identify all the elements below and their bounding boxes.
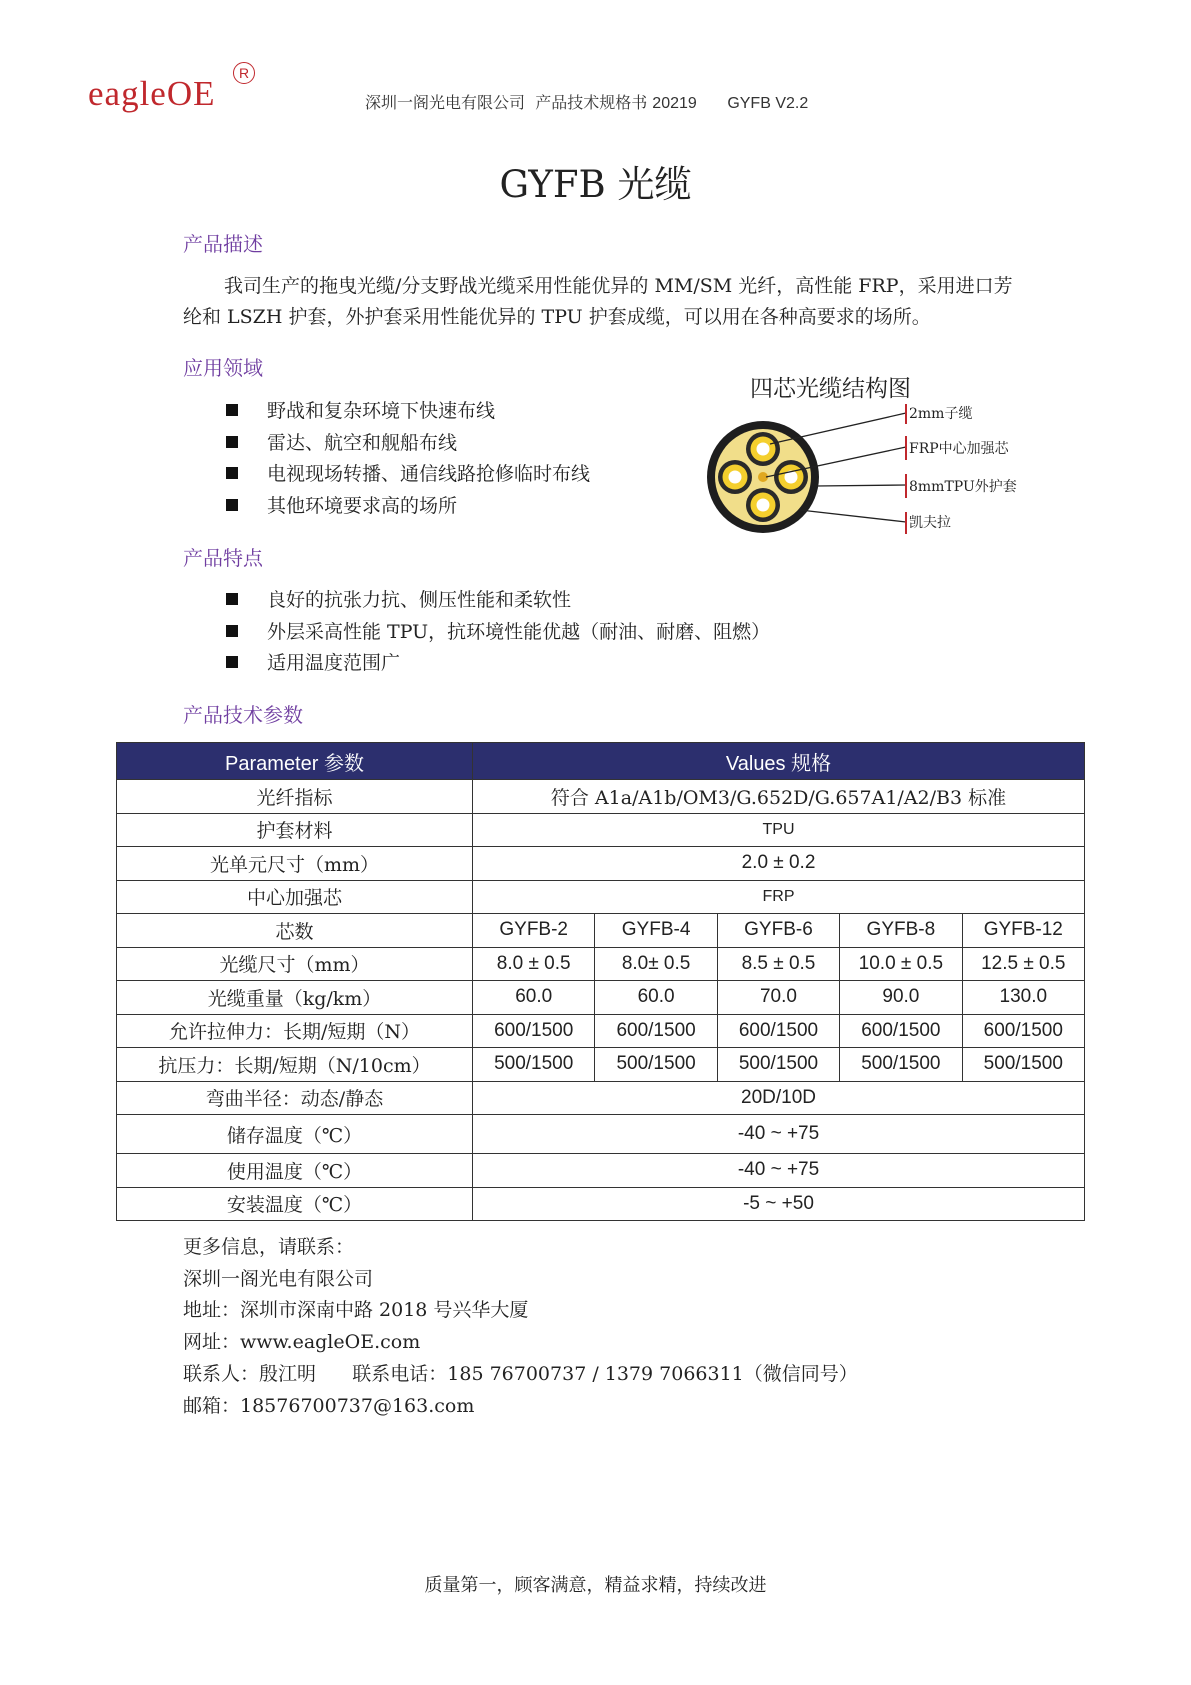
features-list <box>226 585 770 680</box>
diagram-label: 8mmTPU外护套 <box>909 479 1017 495</box>
bullet-square-icon <box>226 436 238 448</box>
row-label: 弯曲半径：动态/静态 <box>117 1081 473 1115</box>
cell: 8.5 ± 0.5 <box>717 947 839 981</box>
list-item-text: 雷达、航空和舰船布线 <box>267 431 458 454</box>
cell: GYFB-12 <box>962 914 1084 948</box>
cell: 500/1500 <box>595 1048 717 1082</box>
company-logo: eagleOE <box>88 74 216 113</box>
cell: 12.5 ± 0.5 <box>962 947 1084 981</box>
list-item <box>226 648 770 680</box>
list-item <box>226 428 590 460</box>
list-item-text: 其他环境要求高的场所 <box>267 494 458 517</box>
bullet-square-icon <box>226 467 238 479</box>
list-item <box>226 617 770 649</box>
section-heading-features: 产品特点 <box>183 548 263 570</box>
cell: 600/1500 <box>473 1014 595 1048</box>
contact-website[interactable]: 网址：www.eagleOE.com <box>183 1331 421 1354</box>
row-label: 光单元尺寸（mm） <box>117 847 473 881</box>
registered-mark: R <box>233 62 255 84</box>
cell: 70.0 <box>717 981 839 1015</box>
cell: 8.0 ± 0.5 <box>473 947 595 981</box>
header-version: GYFB V2.2 <box>727 95 809 112</box>
diagram-label: 凯夫拉 <box>909 515 951 531</box>
page-footer: 质量第一，顾客满意，精益求精，持续改进 <box>424 1575 767 1596</box>
cell: 90.0 <box>840 981 962 1015</box>
header-values: Values 规格 <box>473 743 1085 780</box>
cell: 600/1500 <box>595 1014 717 1048</box>
list-item-text: 电视现场转播、通信线路抢修临时布线 <box>267 463 591 485</box>
contact-email[interactable]: 邮箱：18576700737@163.com <box>183 1394 475 1417</box>
row-label: 中心加强芯 <box>117 880 473 914</box>
table-row <box>117 981 1085 1015</box>
cell: 130.0 <box>962 981 1084 1015</box>
row-label: 允许拉伸力：长期/短期（N） <box>117 1014 473 1048</box>
table-header-row <box>117 743 1085 780</box>
table-row <box>117 813 1085 847</box>
list-item-text: 适用温度范围广 <box>267 652 401 674</box>
table-row <box>117 1014 1085 1048</box>
section-heading-parameters: 产品技术参数 <box>183 705 303 727</box>
bullet-square-icon <box>226 625 238 637</box>
list-item-text: 外层采高性能 TPU，抗环境性能优越（耐油、耐磨、阻燃） <box>267 620 771 643</box>
contact-block <box>183 1232 858 1422</box>
section-heading-applications: 应用领域 <box>183 358 263 380</box>
cell: 600/1500 <box>717 1014 839 1048</box>
list-item-text: 野战和复杂环境下快速布线 <box>267 400 496 422</box>
list-item <box>226 396 590 428</box>
table-row <box>117 1048 1085 1082</box>
row-value: -40 ~ +75 <box>473 1115 1085 1154</box>
cell: 60.0 <box>595 981 717 1015</box>
row-value: 2.0 ± 0.2 <box>473 847 1085 881</box>
cell: 600/1500 <box>840 1014 962 1048</box>
description-text: 我司生产的拖曳光缆/分支野战光缆采用性能优异的 MM/SM 光纤，高性能 FRP，采用进口芳纶和 LSZH 护套，外护套采用性能优异的 TPU 护套成缆，可以用在各种高要求的场所。 <box>183 275 1013 328</box>
contact-phone: 联系电话：185 76700737 / 1379 7066311（微信同号） <box>352 1362 858 1385</box>
header-doc-number: 20219 <box>652 95 697 112</box>
table-row <box>117 914 1085 948</box>
header-company: 深圳一阁光电有限公司 <box>365 95 526 112</box>
row-value: -5 ~ +50 <box>473 1187 1085 1221</box>
bullet-square-icon <box>226 593 238 605</box>
table-row <box>117 847 1085 881</box>
row-value: 符合 A1a/A1b/OM3/G.652D/G.657A1/A2/B3 标准 <box>473 780 1085 814</box>
row-value: TPU <box>473 813 1085 847</box>
bullet-square-icon <box>226 499 238 511</box>
row-label: 储存温度（℃） <box>117 1115 473 1154</box>
table-row <box>117 1154 1085 1188</box>
cell: 8.0± 0.5 <box>595 947 717 981</box>
list-item <box>226 585 770 617</box>
list-item-text: 良好的抗张力抗、侧压性能和柔软性 <box>267 589 572 611</box>
row-label: 使用温度（℃） <box>117 1154 473 1188</box>
diagram-title: 四芯光缆结构图 <box>750 376 911 402</box>
row-label: 光缆尺寸（mm） <box>117 947 473 981</box>
contact-company: 深圳一阁光电有限公司 <box>183 1267 374 1290</box>
row-label: 护套材料 <box>117 813 473 847</box>
cell: GYFB-2 <box>473 914 595 948</box>
description-paragraph <box>183 271 1018 333</box>
row-label: 安装温度（℃） <box>117 1187 473 1221</box>
table-row <box>117 1187 1085 1221</box>
page-title: GYFB 光缆 <box>499 163 692 206</box>
list-item <box>226 491 590 523</box>
bullet-square-icon <box>226 656 238 668</box>
spec-table <box>116 742 1085 1221</box>
row-value: 20D/10D <box>473 1081 1085 1115</box>
diagram-label: 2mm子缆 <box>909 406 973 422</box>
header-doc-type: 产品技术规格书 <box>535 95 648 112</box>
table-row <box>117 947 1085 981</box>
bullet-square-icon <box>226 404 238 416</box>
row-label: 芯数 <box>117 914 473 948</box>
cell: 10.0 ± 0.5 <box>840 947 962 981</box>
header-param: Parameter 参数 <box>117 743 473 780</box>
table-row <box>117 780 1085 814</box>
table-row <box>117 1115 1085 1154</box>
section-heading-description: 产品描述 <box>183 234 263 256</box>
cell: GYFB-6 <box>717 914 839 948</box>
contact-address: 地址：深圳市深南中路 2018 号兴华大厦 <box>183 1299 529 1322</box>
cable-structure-diagram <box>700 368 1030 543</box>
page-header <box>365 90 808 113</box>
table-row <box>117 880 1085 914</box>
contact-intro: 更多信息，请联系： <box>183 1236 355 1258</box>
cell: 500/1500 <box>473 1048 595 1082</box>
cell: 500/1500 <box>962 1048 1084 1082</box>
row-value: -40 ~ +75 <box>473 1154 1085 1188</box>
contact-person: 联系人：殷江明 <box>183 1362 317 1385</box>
row-label: 光纤指标 <box>117 780 473 814</box>
diagram-label: FRP中心加强芯 <box>909 441 1009 457</box>
cell: 500/1500 <box>840 1048 962 1082</box>
cell: GYFB-4 <box>595 914 717 948</box>
cell: 600/1500 <box>962 1014 1084 1048</box>
contact-person-line <box>183 1359 858 1391</box>
row-label: 光缆重量（kg/km） <box>117 981 473 1015</box>
table-row <box>117 1081 1085 1115</box>
row-value: FRP <box>473 880 1085 914</box>
cell: 60.0 <box>473 981 595 1015</box>
list-item <box>226 459 590 491</box>
row-label: 抗压力：长期/短期（N/10cm） <box>117 1048 473 1082</box>
cell: GYFB-8 <box>840 914 962 948</box>
applications-list <box>226 396 590 522</box>
cell: 500/1500 <box>717 1048 839 1082</box>
